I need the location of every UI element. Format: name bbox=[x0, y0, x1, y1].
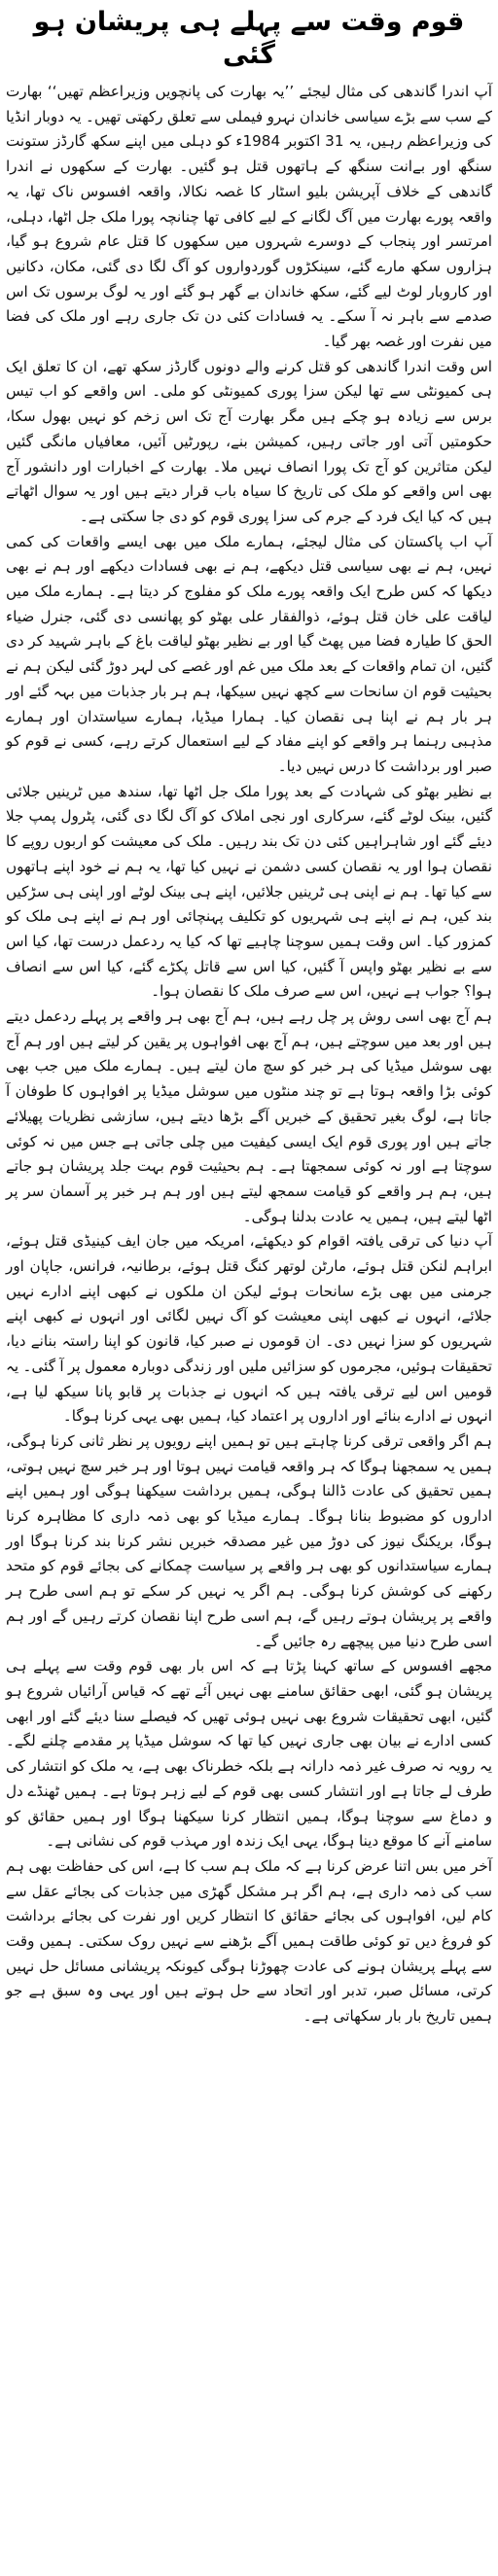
article-paragraph: اس وقت اندرا گاندھی کو قتل کرنے والے دونوں گارڈز سکھ تھے، ان کا تعلق ایک ہی کمیونٹی سے تھا لیکن سزا پوری کمیونٹی کو ملی۔ اس واقعے کو اب تیس برس سے زیادہ ہو چکے ہیں مگر بھارت آج تک اس زخم کو نہیں بھول سکا، حکومتیں آتی اور جاتی رہیں، کمیشن بنے، رپورٹیں آئیں، معافیاں مانگی گئیں لیکن متاثرین کو آج تک پورا انصاف نہیں ملا۔ بھارت کے اخبارات اور دانشور آج بھی اس واقعے کو ملک کی تاریخ کا سیاہ باب قرار دیتے ہیں اور یہ سوال اٹھاتے ہیں کہ کیا ایک فرد کے جرم کی سزا پوری قوم کو دی جا سکتی ہے۔ bbox=[6, 357, 492, 525]
article-paragraph: ہم آج بھی اسی روش پر چل رہے ہیں، ہم آج بھی ہر واقعے پر پہلے ردعمل دیتے ہیں اور بعد میں سوچتے ہیں، ہم آج بھی افواہوں پر یقین کر لیتے ہیں اور ہم آج بھی سوشل میڈیا کی ہر خبر کو سچ مان لیتے ہیں۔ ہمارے ملک میں جب بھی کوئی بڑا واقعہ ہوتا ہے تو چند منٹوں میں سوشل میڈیا پر افواہوں کا طوفان آ جاتا ہے، لوگ بغیر تحقیق کے خبریں آگے بڑھا دیتے ہیں، سازشی نظریات پھیلائے جاتے ہیں اور پوری قوم ایک ایسی کیفیت میں چلی جاتی ہے جس میں نہ کوئی سوچتا ہے اور نہ کوئی سمجھتا ہے۔ ہم بحیثیت قوم بہت جلد پریشان ہو جاتے ہیں، ہم ہر واقعے کو قیامت سمجھ لیتے ہیں اور ہم ہر خبر پر آسمان سر پر اٹھا لیتے ہیں، ہمیں یہ عادت بدلنا ہوگی۔ bbox=[6, 1007, 492, 1225]
article-paragraph: آخر میں بس اتنا عرض کرنا ہے کہ ملک ہم سب کا ہے، اس کی حفاظت بھی ہم سب کی ذمہ داری ہے، ہم اگر ہر مشکل گھڑی میں جذبات کی بجائے عقل سے کام لیں، افواہوں کی بجائے حقائق کا انتظار کریں اور نفرت کی بجائے برداشت کو فروغ دیں تو کوئی طاقت ہمیں آگے بڑھنے سے نہیں روک سکتی۔ ہمیں وقت سے پہلے پریشان ہونے کی عادت چھوڑنا ہوگی کیونکہ پریشانی مسائل حل نہیں کرتی، مسائل صبر، تدبر اور اتحاد سے حل ہوتے ہیں اور یہی وہ سبق ہے جو ہمیں تاریخ بار بار سکھاتی ہے۔ bbox=[6, 1856, 492, 2026]
article-paragraph: آپ دنیا کی ترقی یافتہ اقوام کو دیکھئے، امریکہ میں جان ایف کینیڈی قتل ہوئے، ابراہم لنکن قتل ہوئے، مارٹن لوتھر کنگ قتل ہوئے، برطانیہ، فرانس، جاپان اور جرمنی میں بھی بڑے سانحات ہوئے لیکن ان ملکوں نے کبھی اپنے ادارے نہیں جلائے، انہوں نے کبھی اپنی معیشت کو آگ نہیں لگائی اور انہوں نے کبھی اپنے شہریوں کو سزا نہیں دی۔ ان قوموں نے صبر کیا، قانون کو اپنا راستہ بنانے دیا، تحقیقات ہوئیں، مجرموں کو سزائیں ملیں اور زندگی دوبارہ معمول پر آ گئی۔ یہ قومیں اس لیے ترقی یافتہ ہیں کہ انہوں نے جذبات پر قابو پانا سیکھ لیا ہے، انہوں نے ادارے بنائے اور اداروں پر اعتماد کیا، ہمیں بھی یہی کرنا ہوگا۔ bbox=[6, 1232, 492, 1426]
article-paragraph: ہم اگر واقعی ترقی کرنا چاہتے ہیں تو ہمیں اپنے رویوں پر نظر ثانی کرنا ہوگی، ہمیں یہ سمجھنا ہوگا کہ ہر واقعہ قیامت نہیں ہوتا اور ہر خبر سچ نہیں ہوتی، ہمیں تحقیق کی عادت ڈالنا ہوگی، ہمیں برداشت سیکھنا ہوگی اور ہمیں اپنے اداروں کو مضبوط بنانا ہوگا۔ ہمارے میڈیا کو بھی ذمہ داری کا مظاہرہ کرنا ہوگا، بریکنگ نیوز کی دوڑ میں غیر مصدقہ خبریں نشر کرنا بند کرنا ہوگا اور ہمارے سیاستدانوں کو بھی ہر واقعے پر سیاست چمکانے کی بجائے قوم کو متحد رکھنے کی کوشش کرنا ہوگی۔ ہم اگر یہ نہیں کر سکے تو ہم اسی طرح ہر واقعے پر پریشان ہوتے رہیں گے، ہم اسی طرح اپنا نقصان کرتے رہیں گے اور ہم اسی طرح دنیا میں پیچھے رہ جائیں گے۔ bbox=[6, 1431, 492, 1650]
article-paragraph: آپ اندرا گاندھی کی مثال لیجئے ’’یہ بھارت کی پانچویں وزیراعظم تھیں‘‘ بھارت کے سب سے بڑے سیاسی خاندان نہرو فیملی سے تعلق رکھتی تھیں۔ یہ دوبار انڈیا کی وزیراعظم رہیں، یہ 31 اکتوبر 1984ء کو دہلی میں اپنے سکھ گارڈز ستونت سنگھ اور بےانت سنگھ کے ہاتھوں قتل ہو گئیں۔ بھارت کے سکھوں نے اندرا گاندھی کے خلاف آپریشن بلیو اسٹار کا غصہ نکالا، واقعہ افسوس ناک تھا، یہ واقعہ پورے بھارت میں آگ لگانے کے لیے کافی تھا چنانچہ پورا ملک جل اٹھا، دہلی، امرتسر اور پنجاب کے دوسرے شہروں میں سکھوں کا قتل عام شروع ہو گیا، ہزاروں سکھ مارے گئے، سینکڑوں گوردواروں کو آگ لگا دی گئی، مکان، دکانیں اور کاروبار لوٹ لیے گئے، سکھ خاندان بے گھر ہو گئے اور یہ لوگ برسوں تک اس صدمے سے باہر نہ آ سکے۔ یہ فسادات کئی دن تک جاری رہے اور ملک کی فضا میں نفرت اور غصہ بھر گیا۔ bbox=[6, 83, 492, 351]
article-paragraph: بے نظیر بھٹو کی شہادت کے بعد پورا ملک جل اٹھا تھا، سندھ میں ٹرینیں جلائی گئیں، بینک لوٹے گئے، سرکاری اور نجی املاک کو آگ لگا دی گئی، پٹرول پمپ جلا دیئے گئے اور شاہراہیں کئی دن تک بند رہیں۔ ملک کی معیشت کو اربوں روپے کا نقصان ہوا اور یہ نقصان کسی دشمن نے نہیں کیا تھا، یہ ہم نے خود اپنے ہاتھوں سے کیا تھا۔ ہم نے اپنی ہی ٹرینیں جلائیں، اپنے ہی بینک لوٹے اور اپنی ہی سڑکیں بند کیں، ہم نے اپنے ہی شہریوں کو تکلیف پہنچائی اور ہم نے اپنے ہی ملک کو کمزور کیا۔ اس وقت ہمیں سوچنا چاہیے تھا کہ کیا یہ ردعمل درست تھا، کیا اس سے بے نظیر بھٹو واپس آ گئیں، کیا اس سے قاتل پکڑے گئے، کیا اس سے انصاف ہوا؟ جواب ہے نہیں، اس سے صرف ملک کا نقصان ہوا۔ bbox=[6, 782, 492, 1001]
article-headline: قوم وقت سے پہلے ہی پریشان ہو گئی bbox=[33, 7, 465, 70]
article-body bbox=[6, 80, 492, 2029]
headline-container bbox=[6, 4, 492, 80]
article-paragraph: مجھے افسوس کے ساتھ کہنا پڑتا ہے کہ اس بار بھی قوم وقت سے پہلے ہی پریشان ہو گئی، ابھی حقائق سامنے بھی نہیں آئے تھے کہ قیاس آرائیاں شروع ہو گئیں، ابھی تحقیقات شروع بھی نہیں ہوئی تھیں کہ فیصلے سنا دیئے گئے اور ابھی کسی ادارے نے بیان بھی جاری نہیں کیا تھا کہ سوشل میڈیا پر مقدمے چلنے لگے۔ یہ رویہ نہ صرف غیر ذمہ دارانہ ہے بلکہ خطرناک بھی ہے، یہ ملک کو انتشار کی طرف لے جاتا ہے اور انتشار کسی بھی قوم کے لیے زہر ہوتا ہے۔ ہمیں ٹھنڈے دل و دماغ سے سوچنا ہوگا، ہمیں انتظار کرنا سیکھنا ہوگا اور ہمیں حقائق کو سامنے آنے کا موقع دینا ہوگا، یہی ایک زندہ اور مہذب قوم کی نشانی ہے۔ bbox=[6, 1657, 492, 1851]
article-paragraph: آپ اب پاکستان کی مثال لیجئے، ہمارے ملک میں بھی ایسے واقعات کی کمی نہیں، ہم نے بھی سیاسی قتل دیکھے، ہم نے بھی فسادات دیکھے اور ہم نے بھی دیکھا کہ کس طرح ایک واقعہ پورے ملک کو مفلوج کر دیتا ہے۔ ہمارے ملک میں لیاقت علی خان قتل ہوئے، ذوالفقار علی بھٹو کو پھانسی دی گئی، جنرل ضیاء الحق کا طیارہ فضا میں پھٹ گیا اور بے نظیر بھٹو لیاقت باغ کے باہر شہید کر دی گئیں، ان تمام واقعات کے بعد ملک میں غم اور غصے کی لہر دوڑ گئی لیکن ہم نے بحیثیت قوم ان سانحات سے کچھ نہیں سیکھا، ہم ہر بار جذبات میں بہہ گئے اور ہر بار ہم نے اپنا ہی نقصان کیا۔ ہمارا میڈیا، ہمارے سیاستدان اور ہمارے مذہبی رہنما ہر واقعے کو اپنے مفاد کے لیے استعمال کرتے رہے، کسی نے قوم کو صبر اور برداشت کا درس نہیں دیا۔ bbox=[6, 532, 492, 775]
